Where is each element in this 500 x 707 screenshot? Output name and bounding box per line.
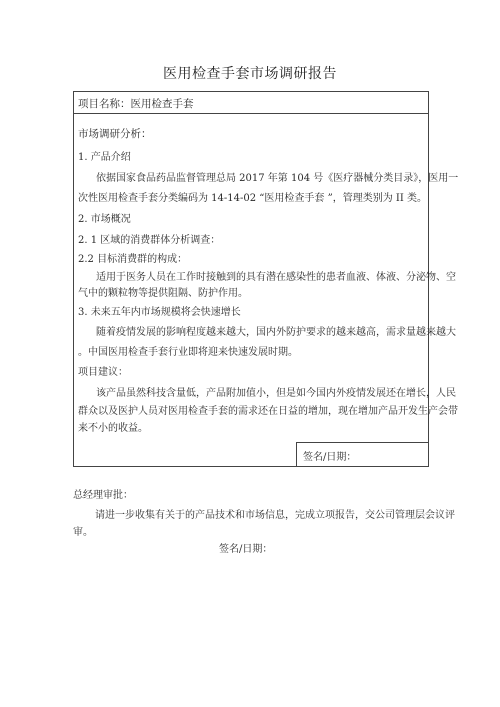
document-title: 医用检查手套市场调研报告 [163, 66, 337, 82]
section-3-text-line-1: 随着疫情发展的影响程度越来越大，国内外防护要求的越来越高，需求量越来越大 [96, 327, 456, 338]
suggestion-text-line-2: 群众以及医护人员对医用检查手套的需求还在日益的增加，现在增加产品开发生产会带 [78, 406, 458, 417]
signature-cell[interactable] [296, 442, 429, 467]
section-2-1-heading: 2. 1 区域的消费群体分析调查： [78, 235, 221, 246]
suggestion-label: 项目建议： [78, 367, 128, 378]
section-2-2-text-line-2: 气中的颗粒物等提供阻隔、防护作用。 [78, 288, 248, 299]
suggestion-text-line-1: 该产品虽然科技含量低，产品附加值小，但是如今国内外疫情发展还在增长，人民 [96, 388, 456, 399]
section-2-heading: 2. 市场概况 [78, 214, 131, 225]
section-1-text-line-1: 依据国家食品药品监督管理总局 2017 年第 104 号《医疗器械分类目录》，医用一 [96, 173, 459, 184]
section-2-2-heading: 2.2 目标消费群的构成： [78, 254, 188, 265]
section-1-text-line-2: 次性医用检查手套分类编码为 14-14-02 “医用检查手套 ”，管理类别为 II 类。 [78, 193, 427, 204]
section-3-text-line-2: 。中国医用检查手套行业即将迎来快速发展时期。 [78, 347, 298, 358]
project-name-row [74, 92, 428, 114]
signature-label: 签名/日期： [303, 452, 357, 463]
gm-text-line-1: 请进一步收集有关于的产品技术和市场信息，完成立项报告，交公司管理层会议评 [95, 510, 455, 521]
suggestion-text-line-3: 来不小的收益。 [78, 423, 148, 434]
signature-row [74, 443, 428, 468]
section-1-heading: 1. 产品介绍 [78, 152, 131, 163]
gm-approval-label: 总经理审批： [73, 490, 133, 501]
section-3-heading: 3. 未来五年内市场规模将会快速增长 [78, 307, 241, 318]
report-form-table [73, 91, 459, 467]
gm-signature-label[interactable]: 签名/日期： [219, 544, 273, 555]
gm-text-line-2: 审。 [73, 527, 93, 538]
project-name-label: 项目名称：医用检查手套 [78, 98, 194, 110]
section-2-2-text-line-1: 适用于医务人员在工作时接触到的具有潜在感染性的患者血液、体液、分泌物、空 [96, 272, 456, 283]
market-analysis-label: 市场调研分析： [78, 128, 152, 140]
